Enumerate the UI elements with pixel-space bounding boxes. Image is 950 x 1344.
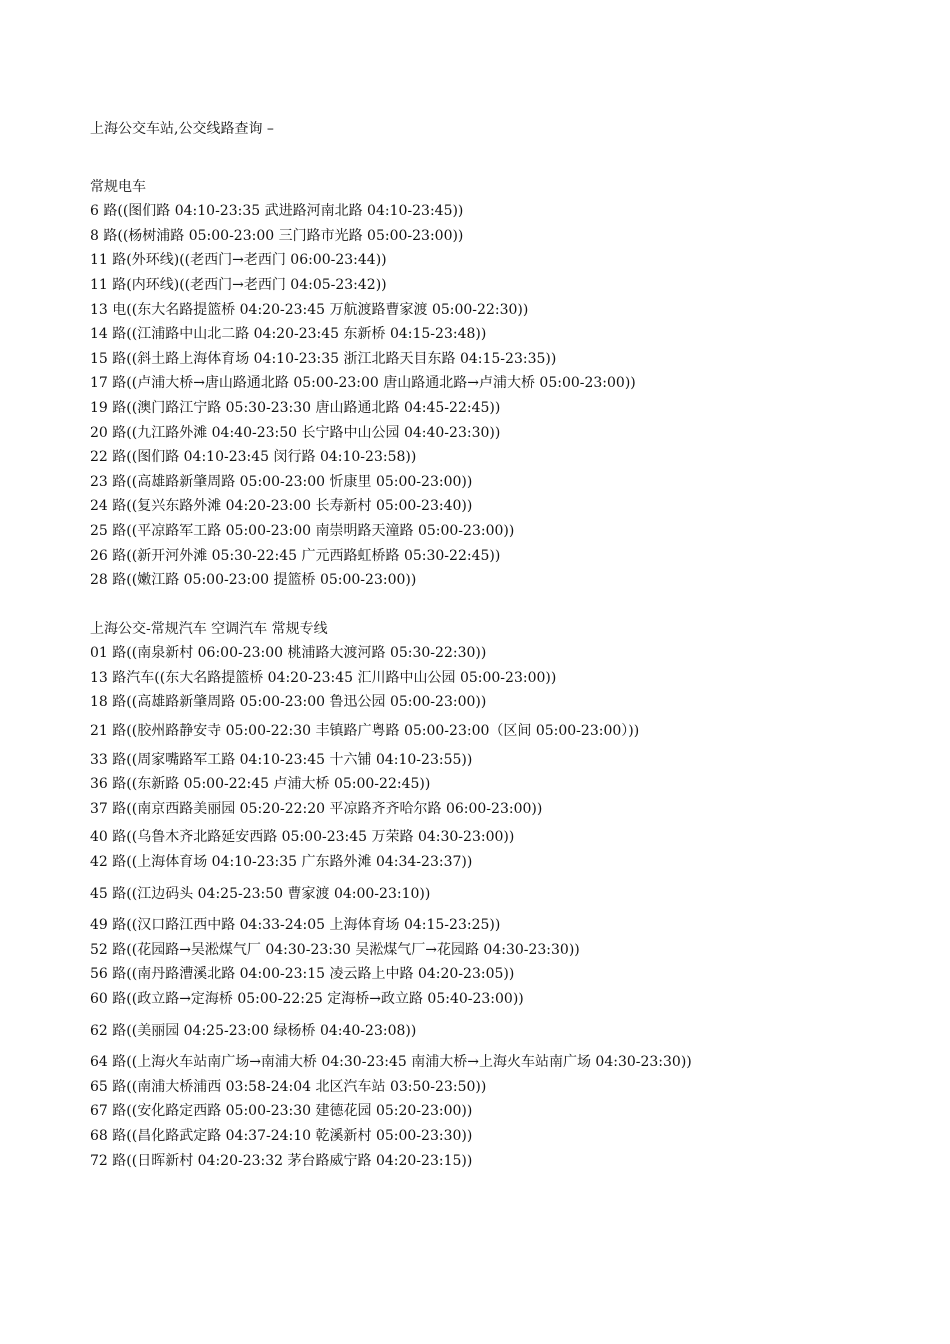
route-line: 68 路((昌化路武定路 04:37-24:10 乾溪新村 05:00-23:30))	[90, 1127, 473, 1144]
route-line: 11 路(外环线)((老西门→老西门 06:00-23:44))	[90, 252, 387, 269]
route-line: 62 路((美丽园 04:25-23:00 绿杨桥 04:40-23:08))	[90, 1022, 417, 1039]
route-line: 49 路((汉口路江西中路 04:33-24:05 上海体育场 04:15-23:25))	[90, 917, 501, 934]
route-line: 21 路((胶州路静安寺 05:00-22:30 丰镇路广粤路 05:00-23:00（区间 05:00-23:00）))	[90, 723, 640, 740]
route-line: 19 路((澳门路江宁路 05:30-23:30 唐山路通北路 04:45-22:45))	[90, 399, 501, 416]
route-line: 22 路((图们路 04:10-23:45 闵行路 04:10-23:58))	[90, 449, 417, 466]
route-line: 28 路((嫩江路 05:00-23:00 提篮桥 05:00-23:00))	[90, 572, 417, 589]
route-line: 40 路((乌鲁木齐北路延安西路 05:00-23:45 万荣路 04:30-23:00))	[90, 829, 515, 846]
document-body	[90, 117, 930, 1173]
route-line: 72 路((日晖新村 04:20-23:32 茅台路威宁路 04:20-23:15))	[90, 1152, 473, 1169]
route-line: 15 路((斜土路上海体育场 04:10-23:35 浙江北路天目东路 04:15-23:35))	[90, 350, 557, 367]
route-line: 13 路汽车((东大名路提篮桥 04:20-23:45 汇川路中山公园 05:00-23:00))	[90, 669, 557, 686]
route-line: 33 路((周家嘴路军工路 04:10-23:45 十六铺 04:10-23:55))	[90, 751, 473, 768]
route-line: 20 路((九江路外滩 04:40-23:50 长宁路中山公园 04:40-23:30))	[90, 424, 501, 441]
route-line: 23 路((高雄路新肇周路 05:00-23:00 忻康里 05:00-23:00))	[90, 473, 473, 490]
route-line: 17 路((卢浦大桥→唐山路通北路 05:00-23:00 唐山路通北路→卢浦大桥 05:00-23:00))	[90, 375, 636, 392]
route-line: 52 路((花园路→吴淞煤气厂 04:30-23:30 吴淞煤气厂→花园路 04:30-23:30))	[90, 941, 580, 958]
route-line: 37 路((南京西路美丽园 05:20-22:20 平凉路齐齐哈尔路 06:00-23:00))	[90, 800, 543, 817]
section-heading: 上海公交-常规汽车 空调汽车 常规专线	[90, 620, 328, 637]
route-line: 26 路((新开河外滩 05:30-22:45 广元西路虹桥路 05:30-22:45))	[90, 547, 501, 564]
route-line: 6 路((图们路 04:10-23:35 武进路河南北路 04:10-23:45))	[90, 203, 464, 220]
section-heading: 常规电车	[90, 178, 146, 195]
section-buses	[90, 617, 930, 1173]
route-line: 01 路((南泉新村 06:00-23:00 桃浦路大渡河路 05:30-22:30))	[90, 645, 487, 662]
document-title: 上海公交车站,公交线路查询 –	[90, 121, 274, 137]
route-line: 56 路((南丹路漕溪北路 04:00-23:15 凌云路上中路 04:20-23:05))	[90, 966, 515, 983]
route-line: 8 路((杨树浦路 05:00-23:00 三门路市光路 05:00-23:00))	[90, 227, 464, 244]
route-line: 65 路((南浦大桥浦西 03:58-24:04 北区汽车站 03:50-23:50))	[90, 1078, 487, 1095]
route-line: 45 路((江边码头 04:25-23:50 曹家渡 04:00-23:10))	[90, 885, 431, 902]
section-spacer	[90, 593, 930, 617]
route-line: 67 路((安化路定西路 05:00-23:30 建德花园 05:20-23:00))	[90, 1103, 473, 1120]
route-line: 36 路((东新路 05:00-22:45 卢浦大桥 05:00-22:45))	[90, 776, 431, 793]
route-line: 11 路(内环线)((老西门→老西门 04:05-23:42))	[90, 276, 387, 293]
route-line: 13 电((东大名路提篮桥 04:20-23:45 万航渡路曹家渡 05:00-22:30))	[90, 301, 529, 318]
route-line: 24 路((复兴东路外滩 04:20-23:00 长寿新村 05:00-23:40))	[90, 498, 473, 515]
route-line: 18 路((高雄路新肇周路 05:00-23:00 鲁迅公园 05:00-23:00))	[90, 694, 487, 711]
route-line: 60 路((政立路→定海桥 05:00-22:25 定海桥→政立路 05:40-23:00))	[90, 991, 524, 1007]
route-line: 25 路((平凉路军工路 05:00-23:00 南崇明路天潼路 05:00-23:00))	[90, 522, 515, 539]
route-line: 64 路((上海火车站南广场→南浦大桥 04:30-23:45 南浦大桥→上海火车站南广场 04:30-23:30))	[90, 1054, 692, 1071]
route-line: 42 路((上海体育场 04:10-23:35 广东路外滩 04:34-23:37))	[90, 854, 473, 871]
section-trolleybus	[90, 175, 930, 593]
route-line: 14 路((江浦路中山北二路 04:20-23:45 东新桥 04:15-23:48))	[90, 326, 487, 343]
